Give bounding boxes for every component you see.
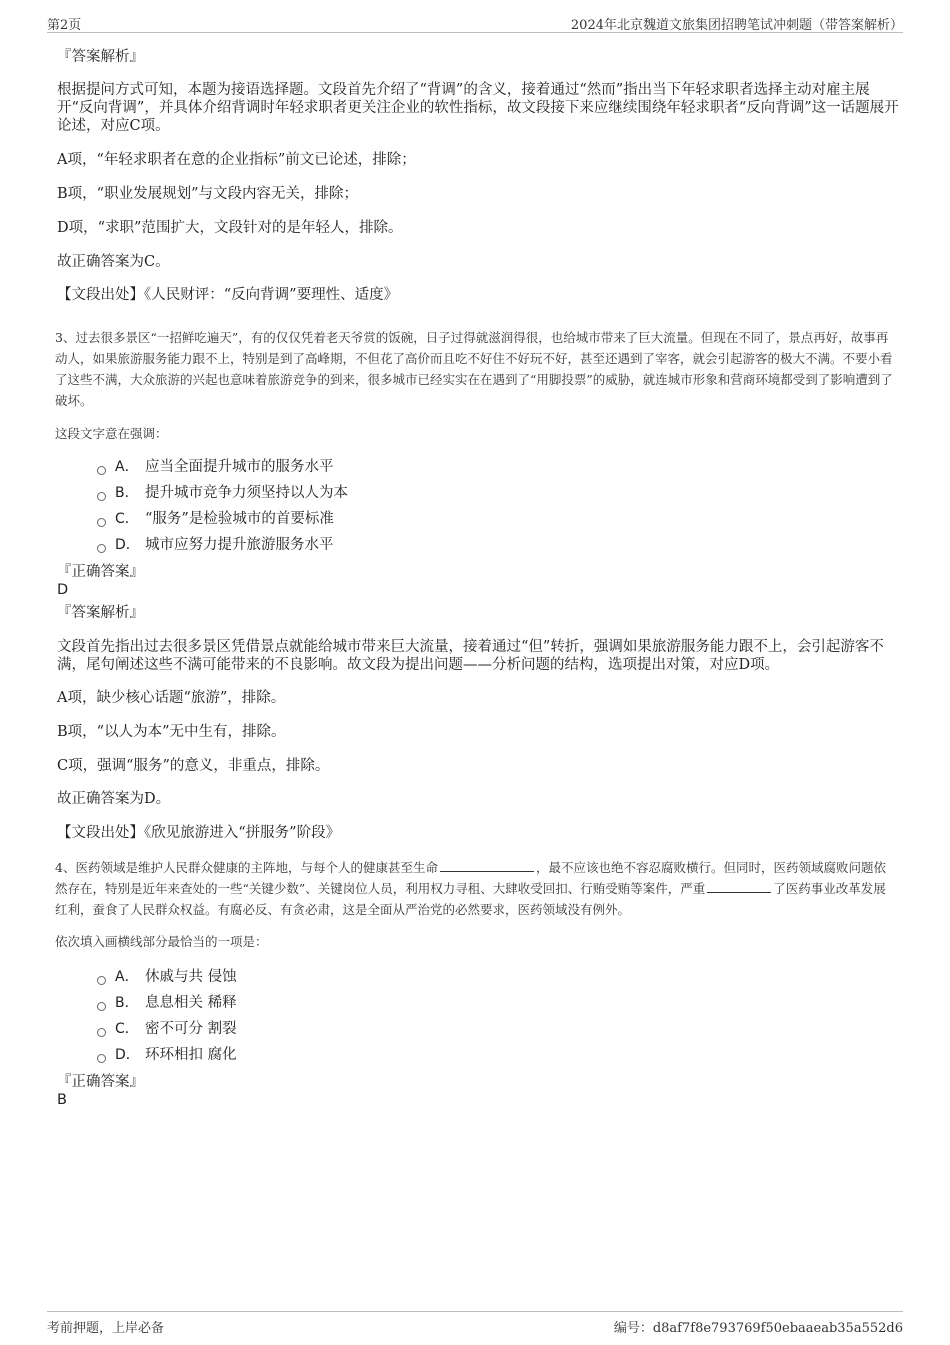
document-title: 2024年北京魏道文旅集团招聘笔试冲刺题（带答案解析）	[570, 18, 903, 33]
analysis-label: 『答案解析』	[57, 49, 144, 65]
option-d[interactable]: D． 环环相扣 腐化	[97, 1046, 237, 1064]
option-c[interactable]: C． “服务”是检验城市的首要标准	[97, 510, 334, 528]
document-id: 编号：d8af7f8e793769f50ebaaeab35a552d6	[613, 1321, 903, 1336]
analysis-option-a: A项，缺少核心话题“旅游”，排除。	[57, 690, 286, 706]
radio-button[interactable]	[97, 1002, 106, 1011]
radio-button[interactable]	[97, 1054, 106, 1063]
question-3-stem: 这段文字意在强调：	[55, 426, 168, 441]
fill-blank-1	[440, 859, 534, 872]
analysis-option-a: A项，“年轻求职者在意的企业指标”前文已论述，排除；	[57, 152, 416, 168]
analysis-conclusion: 故正确答案为C。	[57, 254, 170, 270]
option-text: 密不可分 割裂	[145, 1021, 237, 1037]
analysis-text: 文段首先指出过去很多景区凭借景点就能给城市带来巨大流量，接着通过“但”转折，强调如果旅游服务能力跟不上，会引起游客不满，尾句阐述这些不满可能带来的不良影响。故文段为提出问题——分析问题的结构，选项提出对策，对应D项。	[57, 639, 884, 673]
analysis-option-c: C项，强调“服务”的意义，非重点，排除。	[57, 758, 330, 774]
option-c[interactable]: C． 密不可分 割裂	[97, 1020, 237, 1038]
analysis-label: 『答案解析』	[57, 605, 144, 621]
correct-answer: D	[57, 582, 69, 598]
radio-button[interactable]	[97, 466, 106, 475]
option-text: 休戚与共 侵蚀	[145, 969, 237, 985]
footer-slogan: 考前押题，上岸必备	[47, 1321, 165, 1336]
option-b[interactable]: B． 提升城市竞争力须坚持以人为本	[97, 484, 348, 502]
source-citation: 【文段出处】《人民财评：“反向背调”要理性、适度》	[57, 287, 399, 303]
option-a[interactable]: A． 应当全面提升城市的服务水平	[97, 458, 334, 476]
page-number: 第2页	[47, 18, 82, 33]
radio-button[interactable]	[97, 518, 106, 527]
page-footer	[47, 1311, 903, 1336]
answer-label: 『正确答案』	[57, 564, 144, 580]
radio-button[interactable]	[97, 492, 106, 501]
analysis-conclusion: 故正确答案为D。	[57, 791, 171, 807]
option-text: 息息相关 稀释	[145, 995, 237, 1011]
option-text: “服务”是检验城市的首要标准	[145, 511, 334, 527]
analysis-option-b: B项，“职业发展规划”与文段内容无关，排除；	[57, 186, 358, 202]
radio-button[interactable]	[97, 544, 106, 553]
radio-button[interactable]	[97, 976, 106, 985]
analysis-option-d: D项，“求职”范围扩大，文段针对的是年轻人，排除。	[57, 220, 403, 236]
option-d[interactable]: D． 城市应努力提升旅游服务水平	[97, 536, 334, 554]
option-text: 城市应努力提升旅游服务水平	[145, 537, 334, 553]
radio-button[interactable]	[97, 1028, 106, 1037]
answer-label: 『正确答案』	[57, 1074, 144, 1090]
question-4-passage: 4、医药领域是维护人民群众健康的主阵地，与每个人的健康甚至生命 ，最不应该也绝不容忍腐败横行。但同时，医药领域腐败问题依然存在，特别是近年来查处的一些“关键少数”、关键岗位人员，利用权力寻租、大肆收受回扣、行贿受贿等案件，严重 了医药事业改革发展红利，蚕食了人民群众权益。有腐必反、有贪必肃，这是全面从严治党的必然要求，医药领域没有例外。	[55, 860, 886, 917]
question-4-stem: 依次填入画横线部分最恰当的一项是：	[55, 934, 268, 949]
option-text: 提升城市竞争力须坚持以人为本	[145, 485, 348, 501]
analysis-option-b: B项，“以人为本”无中生有，排除。	[57, 724, 286, 740]
question-3-passage: 3、过去很多景区“一招鲜吃遍天”，有的仅仅凭着老天爷赏的饭碗，日子过得就滋润得很，也给城市带来了巨大流量。但现在不同了，景点再好，故事再动人，如果旅游服务能力跟不上，特别是到了高峰期，不但花了高价而且吃不好住不好玩不好，甚至还遇到了宰客，就会引起游客的极大不满。不要小看了这些不满，大众旅游的兴起也意味着旅游竞争的到来，很多城市已经实实在在遇到了“用脚投票”的威胁，就连城市形象和营商环境都受到了影响遭到了破坏。	[55, 330, 893, 408]
analysis-text: 根据提问方式可知，本题为接语选择题。文段首先介绍了“背调”的含义，接着通过“然而”指出当下年轻求职者选择主动对雇主展开“反向背调”，并具体介绍背调时年轻求职者更关注企业的软性指标，故文段接下来应继续围绕年轻求职者“反向背调”这一话题展开论述，对应C项。	[57, 82, 899, 134]
fill-blank-2	[707, 880, 771, 893]
option-b[interactable]: B． 息息相关 稀释	[97, 994, 237, 1012]
page-header	[47, 12, 903, 33]
option-a[interactable]: A． 休戚与共 侵蚀	[97, 968, 237, 986]
option-text: 环环相扣 腐化	[145, 1047, 237, 1063]
source-citation: 【文段出处】《欣见旅游进入“拼服务”阶段》	[57, 825, 341, 841]
correct-answer: B	[57, 1092, 67, 1108]
option-text: 应当全面提升城市的服务水平	[145, 459, 334, 475]
